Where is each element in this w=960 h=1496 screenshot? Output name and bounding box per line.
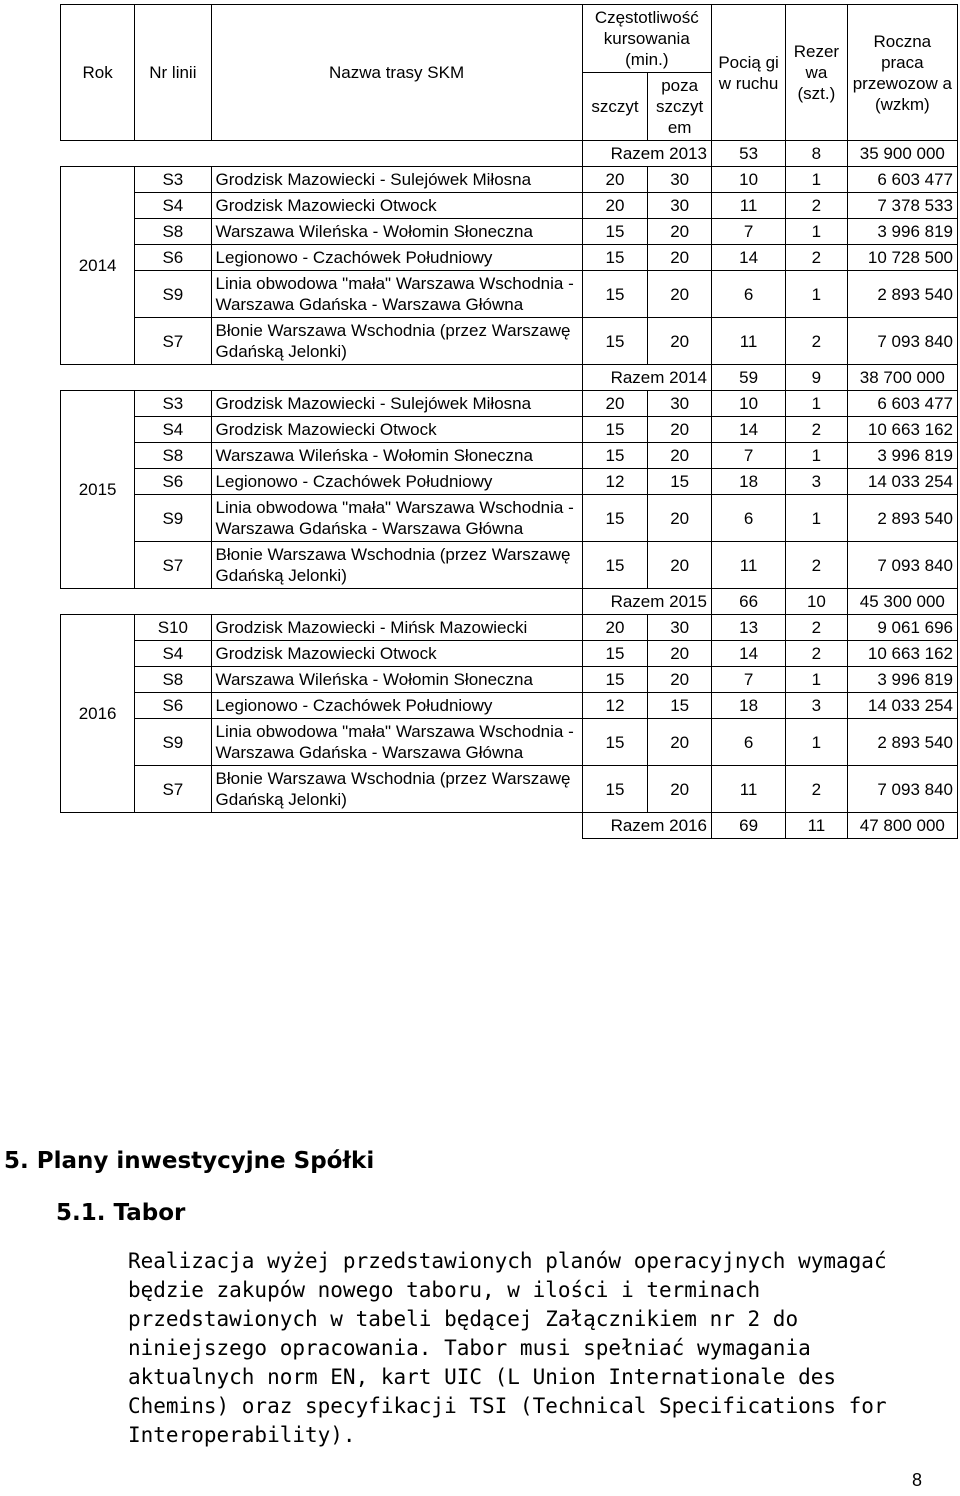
table-row [61, 542, 958, 589]
annual-work: 3 996 819 [847, 219, 957, 245]
total-spacer [61, 365, 583, 391]
line-number: S7 [135, 766, 211, 813]
annual-work: 2 893 540 [847, 271, 957, 318]
reserve-count: 3 [786, 469, 847, 495]
trains-count: 18 [711, 469, 785, 495]
reserve-count: 1 [786, 167, 847, 193]
freq-offpeak: 30 [648, 167, 712, 193]
route-name: Warszawa Wileńska - Wołomin Słoneczna [211, 667, 582, 693]
section-paragraph: Realizacja wyżej przedstawionych planów operacyjnych wymagać będzie zakupów nowego taboru, w ilości i terminach przedstawionych w tabeli będącej Załącznikiem nr 2 do niniejszego opracowania. Tabor musi spełniać wymagania aktualnych norm EN, kart UIC (L Union Internationale des Chemins) oraz specyfikacji TSI (Technical Specifications for Interoperability). [128, 1249, 887, 1447]
annual-work: 3 996 819 [847, 443, 957, 469]
freq-peak: 15 [582, 417, 648, 443]
route-name: Grodzisk Mazowiecki Otwock [211, 193, 582, 219]
table-row [61, 193, 958, 219]
total-praca: 35 900 000 [847, 141, 957, 167]
year-cell: 2016 [61, 615, 135, 813]
freq-offpeak: 20 [648, 271, 712, 318]
route-name: Warszawa Wileńska - Wołomin Słoneczna [211, 219, 582, 245]
total-label: Razem 2016 [582, 813, 711, 839]
annual-work: 7 093 840 [847, 542, 957, 589]
total-row [61, 365, 958, 391]
annual-work: 7 093 840 [847, 318, 957, 365]
freq-offpeak: 20 [648, 417, 712, 443]
route-name: Grodzisk Mazowiecki - Mińsk Mazowiecki [211, 615, 582, 641]
freq-offpeak: 20 [648, 495, 712, 542]
reserve-count: 2 [786, 542, 847, 589]
header-roczna-praca: Roczna praca przewozow a (wzkm) [847, 5, 957, 141]
reserve-count: 1 [786, 391, 847, 417]
annual-work: 7 378 533 [847, 193, 957, 219]
freq-offpeak: 30 [648, 615, 712, 641]
total-pociagi: 66 [711, 589, 785, 615]
table-row [61, 469, 958, 495]
line-number: S3 [135, 391, 211, 417]
reserve-count: 1 [786, 495, 847, 542]
reserve-count: 3 [786, 693, 847, 719]
line-number: S10 [135, 615, 211, 641]
table-row [61, 167, 958, 193]
reserve-count: 1 [786, 219, 847, 245]
freq-offpeak: 20 [648, 766, 712, 813]
freq-peak: 12 [582, 693, 648, 719]
header-czestotliwosc: Częstotliwość kursowania (min.) [582, 5, 711, 73]
freq-peak: 15 [582, 318, 648, 365]
table-row [61, 615, 958, 641]
header-rok: Rok [61, 5, 135, 141]
freq-peak: 20 [582, 167, 648, 193]
total-praca: 47 800 000 [847, 813, 957, 839]
line-number: S4 [135, 641, 211, 667]
trains-count: 10 [711, 167, 785, 193]
line-number: S7 [135, 542, 211, 589]
annual-work: 10 663 162 [847, 641, 957, 667]
annual-work: 10 663 162 [847, 417, 957, 443]
total-spacer [61, 589, 583, 615]
reserve-count: 1 [786, 667, 847, 693]
total-praca: 45 300 000 [847, 589, 957, 615]
freq-peak: 20 [582, 193, 648, 219]
table-row [61, 391, 958, 417]
total-row [61, 141, 958, 167]
total-praca: 38 700 000 [847, 365, 957, 391]
reserve-count: 2 [786, 417, 847, 443]
reserve-count: 1 [786, 443, 847, 469]
route-name: Linia obwodowa "mała" Warszawa Wschodnia - Warszawa Gdańska - Warszawa Główna [211, 271, 582, 318]
freq-peak: 15 [582, 542, 648, 589]
reserve-count: 1 [786, 271, 847, 318]
freq-peak: 12 [582, 469, 648, 495]
freq-peak: 15 [582, 719, 648, 766]
table-row [61, 693, 958, 719]
annual-work: 9 061 696 [847, 615, 957, 641]
annual-work: 2 893 540 [847, 719, 957, 766]
header-nr-linii: Nr linii [135, 5, 211, 141]
table-row [61, 271, 958, 318]
reserve-count: 1 [786, 719, 847, 766]
freq-offpeak: 20 [648, 719, 712, 766]
freq-peak: 15 [582, 271, 648, 318]
section-heading: 5. Plany inwestycyjne Spółki [4, 1148, 375, 1174]
table-row [61, 443, 958, 469]
trains-count: 10 [711, 391, 785, 417]
total-pociagi: 53 [711, 141, 785, 167]
trains-count: 13 [711, 615, 785, 641]
freq-offpeak: 20 [648, 443, 712, 469]
page-number: 8 [912, 1470, 923, 1490]
line-number: S6 [135, 469, 211, 495]
trains-count: 14 [711, 417, 785, 443]
total-spacer [61, 141, 583, 167]
year-cell: 2014 [61, 167, 135, 365]
transport-table [60, 4, 958, 839]
route-name: Grodzisk Mazowiecki Otwock [211, 641, 582, 667]
freq-peak: 15 [582, 245, 648, 271]
reserve-count: 2 [786, 641, 847, 667]
freq-offpeak: 20 [648, 245, 712, 271]
freq-peak: 15 [582, 495, 648, 542]
route-name: Błonie Warszawa Wschodnia (przez Warszawę Gdańską Jelonki) [211, 318, 582, 365]
freq-peak: 15 [582, 219, 648, 245]
line-number: S7 [135, 318, 211, 365]
line-number: S9 [135, 495, 211, 542]
reserve-count: 2 [786, 245, 847, 271]
freq-offpeak: 20 [648, 318, 712, 365]
total-label: Razem 2013 [582, 141, 711, 167]
route-name: Grodzisk Mazowiecki - Sulejówek Miłosna [211, 167, 582, 193]
trains-count: 11 [711, 193, 785, 219]
line-number: S8 [135, 667, 211, 693]
annual-work: 3 996 819 [847, 667, 957, 693]
total-rezerwa: 11 [786, 813, 847, 839]
trains-count: 6 [711, 271, 785, 318]
subsection-heading: 5.1. Tabor [56, 1200, 186, 1226]
route-name: Legionowo - Czachówek Południowy [211, 245, 582, 271]
line-number: S4 [135, 417, 211, 443]
year-cell: 2015 [61, 391, 135, 589]
total-rezerwa: 8 [786, 141, 847, 167]
trains-count: 7 [711, 443, 785, 469]
line-number: S4 [135, 193, 211, 219]
route-name: Legionowo - Czachówek Południowy [211, 693, 582, 719]
total-spacer [61, 813, 583, 839]
reserve-count: 2 [786, 193, 847, 219]
total-rezerwa: 10 [786, 589, 847, 615]
header-poza-szczytem: poza szczyt em [648, 73, 712, 141]
header-rezerwa: Rezer wa (szt.) [786, 5, 847, 141]
freq-peak: 20 [582, 615, 648, 641]
total-row [61, 589, 958, 615]
table-row [61, 495, 958, 542]
table-row [61, 667, 958, 693]
total-pociagi: 69 [711, 813, 785, 839]
route-name: Legionowo - Czachówek Południowy [211, 469, 582, 495]
reserve-count: 2 [786, 766, 847, 813]
annual-work: 14 033 254 [847, 469, 957, 495]
line-number: S9 [135, 719, 211, 766]
line-number: S6 [135, 245, 211, 271]
route-name: Warszawa Wileńska - Wołomin Słoneczna [211, 443, 582, 469]
freq-peak: 15 [582, 443, 648, 469]
route-name: Linia obwodowa "mała" Warszawa Wschodnia - Warszawa Gdańska - Warszawa Główna [211, 495, 582, 542]
annual-work: 2 893 540 [847, 495, 957, 542]
line-number: S8 [135, 219, 211, 245]
annual-work: 7 093 840 [847, 766, 957, 813]
annual-work: 6 603 477 [847, 167, 957, 193]
trains-count: 11 [711, 318, 785, 365]
trains-count: 11 [711, 542, 785, 589]
annual-work: 6 603 477 [847, 391, 957, 417]
freq-offpeak: 20 [648, 219, 712, 245]
total-label: Razem 2014 [582, 365, 711, 391]
total-label: Razem 2015 [582, 589, 711, 615]
line-number: S3 [135, 167, 211, 193]
freq-offpeak: 20 [648, 641, 712, 667]
freq-offpeak: 20 [648, 542, 712, 589]
table-row [61, 219, 958, 245]
route-name: Grodzisk Mazowiecki - Sulejówek Miłosna [211, 391, 582, 417]
reserve-count: 2 [786, 318, 847, 365]
header-nazwa-trasy: Nazwa trasy SKM [211, 5, 582, 141]
table-row [61, 641, 958, 667]
freq-peak: 15 [582, 766, 648, 813]
annual-work: 10 728 500 [847, 245, 957, 271]
table-body [61, 141, 958, 839]
trains-count: 7 [711, 667, 785, 693]
line-number: S8 [135, 443, 211, 469]
route-name: Błonie Warszawa Wschodnia (przez Warszawę Gdańską Jelonki) [211, 542, 582, 589]
freq-peak: 15 [582, 641, 648, 667]
trains-count: 11 [711, 766, 785, 813]
freq-offpeak: 15 [648, 469, 712, 495]
line-number: S6 [135, 693, 211, 719]
trains-count: 18 [711, 693, 785, 719]
route-name: Błonie Warszawa Wschodnia (przez Warszawę Gdańską Jelonki) [211, 766, 582, 813]
trains-count: 6 [711, 495, 785, 542]
table-row [61, 719, 958, 766]
freq-offpeak: 30 [648, 391, 712, 417]
freq-offpeak: 30 [648, 193, 712, 219]
reserve-count: 2 [786, 615, 847, 641]
table-row [61, 766, 958, 813]
table-row [61, 245, 958, 271]
table-row [61, 318, 958, 365]
freq-peak: 20 [582, 391, 648, 417]
freq-peak: 15 [582, 667, 648, 693]
route-name: Grodzisk Mazowiecki Otwock [211, 417, 582, 443]
total-row [61, 813, 958, 839]
route-name: Linia obwodowa "mała" Warszawa Wschodnia - Warszawa Gdańska - Warszawa Główna [211, 719, 582, 766]
line-number: S9 [135, 271, 211, 318]
trains-count: 7 [711, 219, 785, 245]
freq-offpeak: 20 [648, 667, 712, 693]
total-pociagi: 59 [711, 365, 785, 391]
header-pociagi: Pocią gi w ruchu [711, 5, 785, 141]
trains-count: 14 [711, 641, 785, 667]
annual-work: 14 033 254 [847, 693, 957, 719]
freq-offpeak: 15 [648, 693, 712, 719]
header-szczyt: szczyt [582, 73, 648, 141]
trains-count: 14 [711, 245, 785, 271]
total-rezerwa: 9 [786, 365, 847, 391]
trains-count: 6 [711, 719, 785, 766]
table-row [61, 417, 958, 443]
